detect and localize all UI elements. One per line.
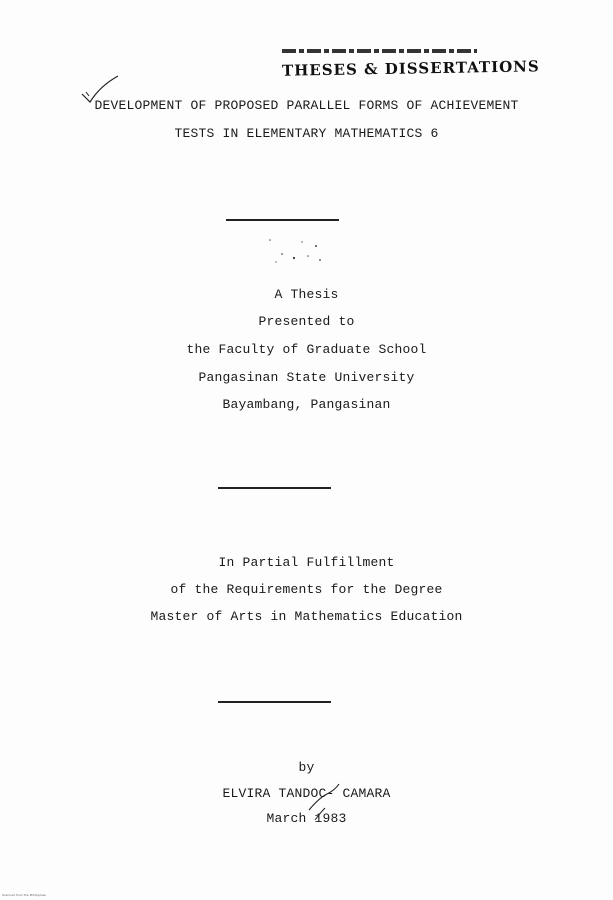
print-specks xyxy=(262,236,332,266)
thesis-label: A Thesis xyxy=(274,287,339,302)
library-stamp: THESES & DISSERTATIONS xyxy=(281,57,540,80)
university-name: Pangasinan State University xyxy=(198,370,415,385)
fulfillment-line-1: In Partial Fulfillment xyxy=(218,555,395,570)
fulfillment-line-2: of the Requirements for the Degree xyxy=(170,582,443,597)
author-name: ELVIRA TANDOC- CAMARA xyxy=(222,786,391,801)
presented-to: Presented to xyxy=(258,314,355,329)
by-label: by xyxy=(298,760,315,775)
thesis-date: March 1983 xyxy=(266,811,347,826)
thesis-title-line-1: DEVELOPMENT OF PROPOSED PARALLEL FORMS OF ACHIEVEMENT xyxy=(94,98,519,113)
scan-footer-note: Scanned from the Philippines xyxy=(2,893,46,897)
thesis-title-line-2: TESTS IN ELEMENTARY MATHEMATICS 6 xyxy=(174,126,439,141)
divider-2 xyxy=(218,487,331,489)
divider-1 xyxy=(226,219,339,221)
faculty-line: the Faculty of Graduate School xyxy=(186,342,427,357)
stamp-border xyxy=(282,49,477,53)
signature-mark-icon xyxy=(305,780,345,826)
divider-3 xyxy=(218,701,331,703)
degree-name: Master of Arts in Mathematics Education xyxy=(150,609,463,624)
university-location: Bayambang, Pangasinan xyxy=(222,397,391,412)
